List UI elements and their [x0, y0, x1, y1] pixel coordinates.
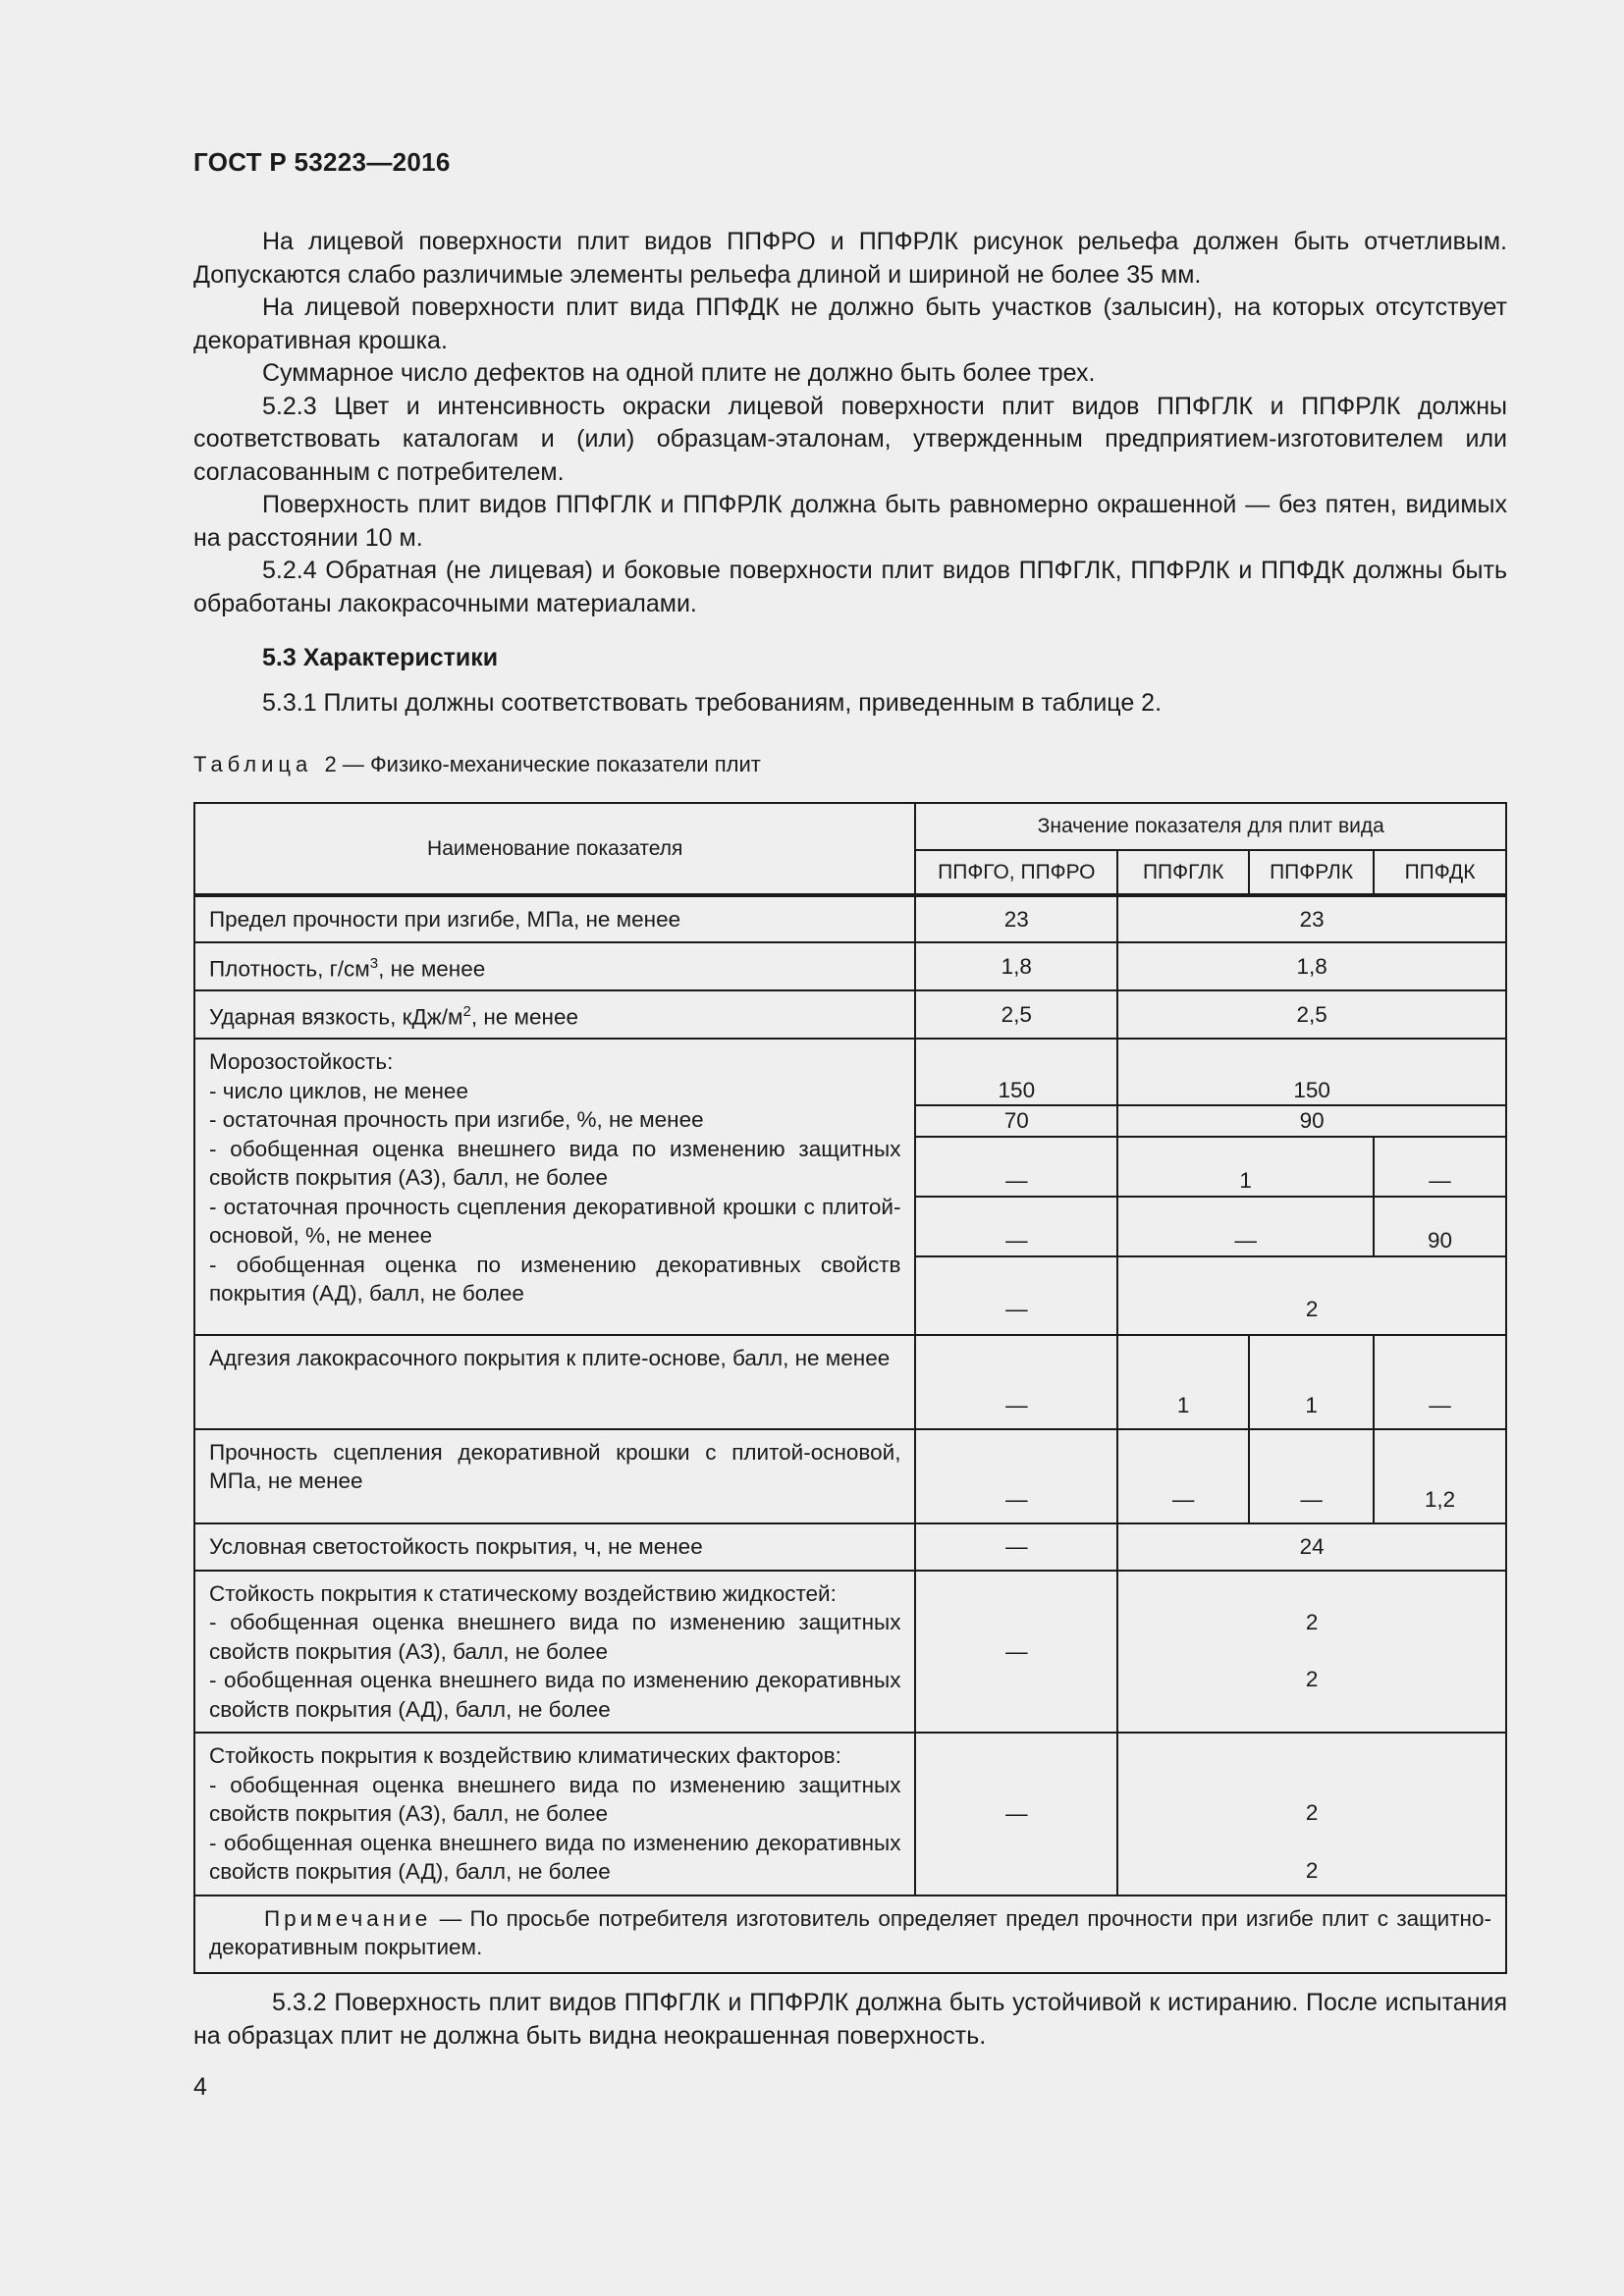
- cell-value: 70: [915, 1105, 1117, 1137]
- cell-value: —: [915, 1429, 1117, 1523]
- superscript: 2: [462, 1003, 471, 1020]
- cell-values: [1117, 1571, 1506, 1734]
- cell-value: 23: [915, 895, 1117, 942]
- body-text: [193, 226, 1507, 720]
- frost-az: - обобщенная оценка внешнего вида по изменению защитных свойств покрытия (АЗ), балл, не более: [209, 1136, 901, 1190]
- row-name: Предел прочности при изгибе, МПа, не менее: [194, 895, 915, 942]
- note-label: Примечание: [264, 1905, 432, 1931]
- paragraph: 5.3.2 Поверхность плит видов ППФГЛК и ППФРЛК должна быть устойчивой к истиранию. После испытания на образцах плит не должна быть видна неокрашенная поверхность.: [193, 1989, 1507, 2050]
- cell-value: 2: [1305, 1800, 1319, 1825]
- document-header: ГОСТ Р 53223—2016: [193, 147, 451, 177]
- cell-values: [1117, 1733, 1506, 1896]
- table-caption: [193, 752, 761, 777]
- cell-value: 2: [1305, 1609, 1319, 1634]
- table-row: [194, 1571, 1506, 1734]
- cell-value: 1,8: [915, 942, 1117, 990]
- row-sub-ad: - обобщенная оценка внешнего вида по изменению декоративных свойств покрытия (АД), балл, не более: [209, 1830, 901, 1884]
- row-name: Прочность сцепления декоративной крошки с плитой-основой, МПа, не менее: [194, 1429, 915, 1523]
- frost-ad: - обобщенная оценка по изменению декоративных свойств покрытия (АД), балл, не более: [209, 1252, 901, 1306]
- header-col-ppfrlk: ППФРЛК: [1249, 850, 1374, 895]
- cell-value: 1: [1117, 1335, 1249, 1429]
- cell-value: 1,2: [1374, 1429, 1506, 1523]
- paragraph: Суммарное число дефектов на одной плите не должно быть более трех.: [262, 359, 1096, 387]
- cell-value: 2,5: [915, 990, 1117, 1039]
- row-name: Адгезия лакокрасочного покрытия к плите-основе, балл, не менее: [194, 1335, 915, 1429]
- cell-value: —: [1117, 1429, 1249, 1523]
- header-col-ppfdk: ППФДК: [1374, 850, 1506, 895]
- paragraph: Поверхность плит видов ППФГЛК и ППФРЛК должна быть равномерно окрашенной — без пятен, видимых на расстоянии 10 м.: [193, 491, 1507, 552]
- table-row: [194, 1523, 1506, 1571]
- paragraph: На лицевой поверхности плит вида ППФДК не должно быть участков (залысин), на которых отсутствует декоративная крошка.: [193, 294, 1507, 354]
- frost-title: Морозостойкость:: [209, 1049, 394, 1074]
- header-name-col: Наименование показателя: [194, 803, 915, 895]
- table-row: [194, 990, 1506, 1039]
- cell-value: 2: [1305, 1667, 1319, 1691]
- row-sub-az: - обобщенная оценка внешнего вида по изменению защитных свойств покрытия (АЗ), балл, не более: [209, 1772, 901, 1826]
- table-note-row: [194, 1896, 1506, 1973]
- cell-value: —: [915, 1197, 1117, 1256]
- row-name-text: Плотность, г/см: [209, 956, 370, 982]
- header-col-ppfglk: ППФГЛК: [1117, 850, 1249, 895]
- table-row: [194, 942, 1506, 990]
- table-row: [194, 1039, 1506, 1105]
- cell-value: 90: [1374, 1197, 1506, 1256]
- cell-value: —: [1374, 1335, 1506, 1429]
- properties-table: [193, 802, 1507, 1974]
- cell-value: 2,5: [1117, 990, 1506, 1039]
- section-heading: 5.3 Характеристики: [262, 644, 499, 671]
- cell-value: —: [915, 1256, 1117, 1335]
- header-group: Значение показателя для плит вида: [915, 803, 1506, 850]
- frost-cycles: - число циклов, не менее: [209, 1078, 468, 1103]
- cell-value: —: [1374, 1137, 1506, 1197]
- cell-value: —: [915, 1733, 1117, 1896]
- table-caption-label: Таблица: [193, 752, 313, 776]
- row-sub-az: - обобщенная оценка внешнего вида по изменению защитных свойств покрытия (АЗ), балл, не более: [209, 1610, 901, 1664]
- cell-value: 150: [915, 1039, 1117, 1105]
- row-name: Условная светостойкость покрытия, ч, не менее: [194, 1523, 915, 1571]
- paragraph: 5.2.4 Обратная (не лицевая) и боковые поверхности плит видов ППФГЛК, ППФРЛК и ППФДК должны быть обработаны лакокрасочными материалами.: [193, 557, 1507, 617]
- cell-value: —: [915, 1523, 1117, 1571]
- paragraph: На лицевой поверхности плит видов ППФРО и ППФРЛК рисунок рельефа должен быть отчетливым. Допускаются слабо различимые элементы рельефа длиной и шириной не более 35 мм.: [193, 228, 1507, 289]
- row-name-text: , не менее: [378, 956, 486, 982]
- row-title: Стойкость покрытия к статическому воздействию жидкостей:: [209, 1580, 837, 1606]
- row-name-text: Ударная вязкость, кДж/м: [209, 1004, 463, 1030]
- cell-value: 2: [1305, 1857, 1319, 1883]
- cell-value: 1: [1249, 1335, 1374, 1429]
- table-row: [194, 1429, 1506, 1523]
- row-name: [194, 990, 915, 1039]
- cell-value: —: [915, 1335, 1117, 1429]
- row-sub-ad: - обобщенная оценка внешнего вида по изменению декоративных свойств покрытия (АД), балл, не более: [209, 1668, 901, 1722]
- table-header-row: [194, 803, 1506, 850]
- cell-value: 24: [1117, 1523, 1506, 1571]
- header-col-ppfgo: ППФГО, ППФРО: [915, 850, 1117, 895]
- cell-value: 150: [1117, 1039, 1506, 1105]
- cell-value: 90: [1117, 1105, 1506, 1137]
- row-name: [194, 942, 915, 990]
- frost-residual: - остаточная прочность при изгибе, %, не менее: [209, 1107, 704, 1132]
- paragraph: 5.2.3 Цвет и интенсивность окраски лицевой поверхности плит видов ППФГЛК и ППФРЛК должны соответствовать каталогам и (или) образцам-эталонам, утвержденным предприятием-изготовителем или согласованным с потребителем.: [193, 392, 1507, 486]
- page-number: 4: [193, 2073, 207, 2101]
- after-table-text: [193, 1987, 1507, 2053]
- cell-value: 23: [1117, 895, 1506, 942]
- cell-value: 1: [1117, 1137, 1374, 1197]
- paragraph: 5.3.1 Плиты должны соответствовать требованиям, приведенным в таблице 2.: [262, 688, 1163, 717]
- row-name-frost: [194, 1039, 915, 1335]
- row-name-text: , не менее: [470, 1004, 578, 1030]
- row-title: Стойкость покрытия к воздействию климатических факторов:: [209, 1743, 841, 1768]
- cell-value: 2: [1117, 1256, 1506, 1335]
- superscript: 3: [369, 955, 379, 972]
- cell-value: 1,8: [1117, 942, 1506, 990]
- frost-adhesion: - остаточная прочность сцепления декоративной крошки с плитой-основой, %, не менее: [209, 1194, 901, 1248]
- table-row: [194, 1335, 1506, 1429]
- table-row: [194, 1733, 1506, 1896]
- cell-value: —: [915, 1571, 1117, 1734]
- table-row: [194, 895, 1506, 942]
- row-name: [194, 1733, 915, 1896]
- cell-value: —: [1249, 1429, 1374, 1523]
- note-text: — По просьбе потребителя изготовитель определяет предел прочности при изгибе плит с защитно-декоративным покрытием.: [209, 1905, 1491, 1959]
- table-caption-text: 2 — Физико-механические показатели плит: [324, 752, 761, 776]
- table-note: [194, 1896, 1506, 1973]
- cell-value: —: [1117, 1197, 1374, 1256]
- row-name: [194, 1571, 915, 1734]
- cell-value: —: [915, 1137, 1117, 1197]
